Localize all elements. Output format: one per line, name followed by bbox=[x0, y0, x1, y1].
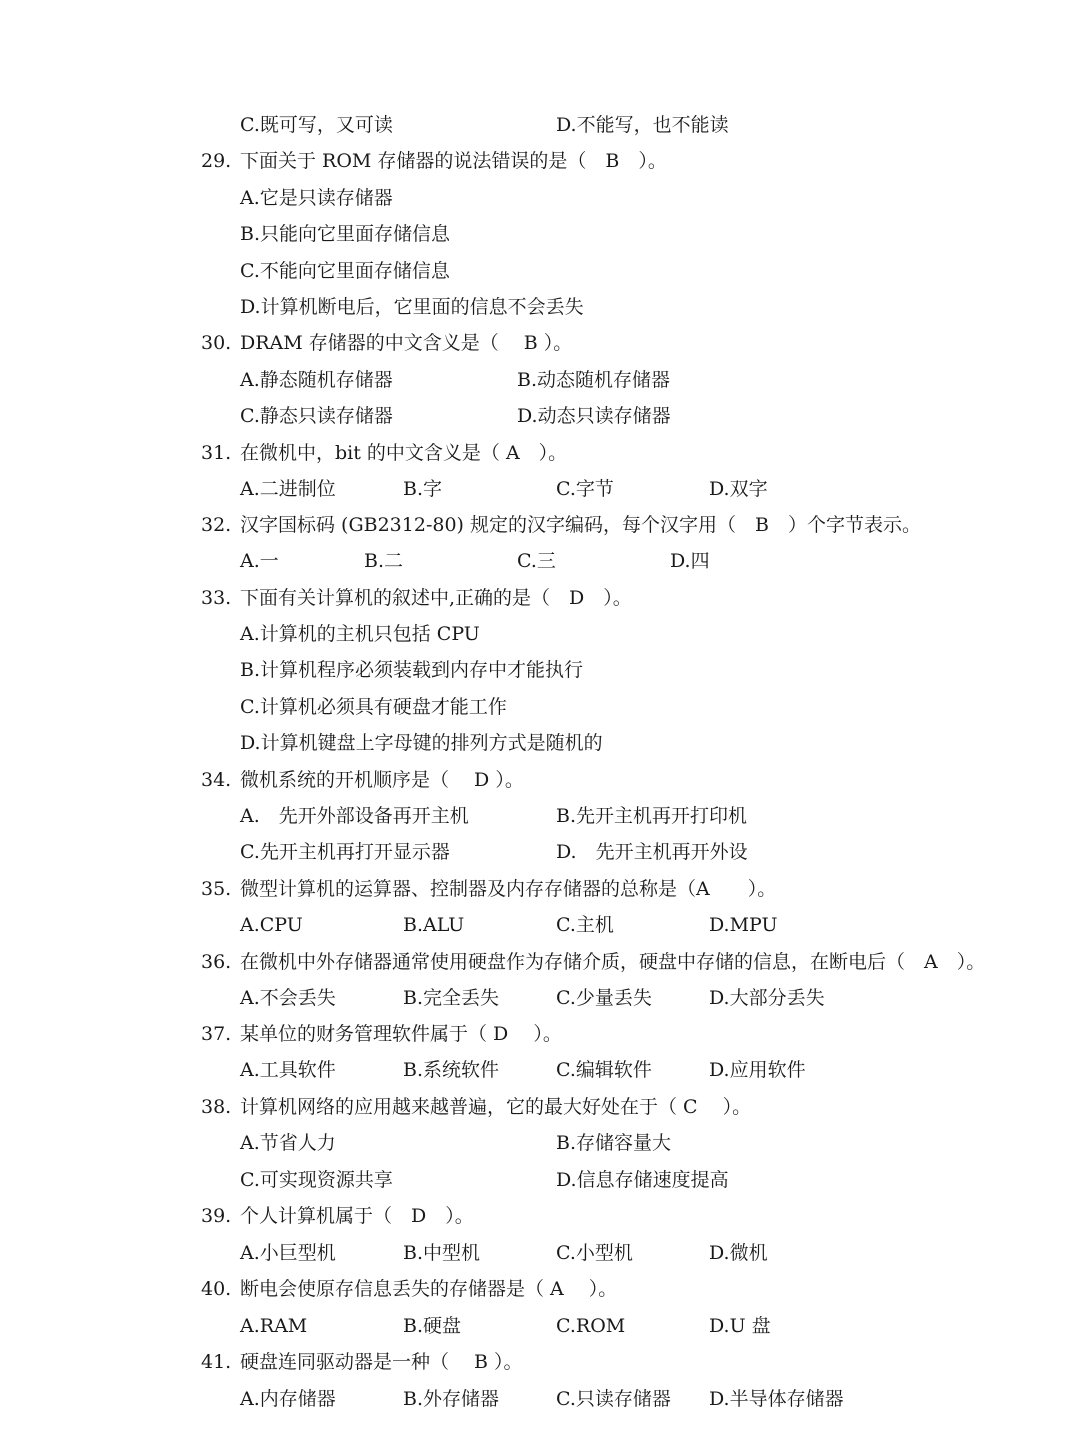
option-c: C.既可写，又可读 bbox=[240, 114, 393, 136]
question-text: DRAM 存储器的中文含义是（ B ）。 bbox=[240, 332, 573, 354]
option-b: B.二 bbox=[364, 550, 404, 572]
option-c: C.不能向它里面存储信息 bbox=[240, 260, 450, 282]
question-text: 汉字国标码 (GB2312-80) 规定的汉字编码，每个汉字用（ B ）个字节表示。 bbox=[240, 514, 921, 536]
option-b: B.中型机 bbox=[403, 1242, 481, 1264]
question-number: 35. bbox=[201, 878, 232, 900]
option-a: A.节省人力 bbox=[240, 1132, 336, 1154]
option-b: B.字 bbox=[403, 478, 443, 500]
option-c: C.小型机 bbox=[556, 1242, 633, 1264]
option-d: D.大部分丢失 bbox=[709, 987, 825, 1009]
option-d: D.动态只读存储器 bbox=[517, 405, 671, 427]
option-a: A.一 bbox=[240, 550, 279, 572]
option-c: C.主机 bbox=[556, 914, 614, 936]
question-text: 计算机网络的应用越来越普遍，它的最大好处在于（ C ）。 bbox=[240, 1096, 752, 1118]
option-d: D.微机 bbox=[709, 1242, 768, 1264]
option-c: C.可实现资源共享 bbox=[240, 1169, 393, 1191]
option-a: A.计算机的主机只包括 CPU bbox=[240, 623, 480, 645]
option-a: A.二进制位 bbox=[240, 478, 336, 500]
question-text: 在微机中，bit 的中文含义是（ A ）。 bbox=[240, 442, 568, 464]
question-number: 40. bbox=[201, 1278, 232, 1300]
option-b: B.外存储器 bbox=[403, 1388, 500, 1410]
option-d: D. 先开主机再开外设 bbox=[556, 841, 748, 863]
option-c: C.ROM bbox=[556, 1315, 626, 1337]
option-d: D.不能写，也不能读 bbox=[556, 114, 729, 136]
option-b: B.硬盘 bbox=[403, 1315, 462, 1337]
option-b: B.ALU bbox=[403, 914, 465, 936]
question-text: 在微机中外存储器通常使用硬盘作为存储介质，硬盘中存储的信息，在断电后（ A ）。 bbox=[240, 951, 986, 973]
option-a: A.内存储器 bbox=[240, 1388, 336, 1410]
option-b: B.完全丢失 bbox=[403, 987, 500, 1009]
option-d: D.计算机键盘上字母键的排列方式是随机的 bbox=[240, 732, 603, 754]
option-a: A.RAM bbox=[240, 1315, 308, 1337]
option-d: D.双字 bbox=[709, 478, 768, 500]
option-b: B.系统软件 bbox=[403, 1059, 500, 1081]
option-d: D.应用软件 bbox=[709, 1059, 806, 1081]
option-c: C.三 bbox=[517, 550, 556, 572]
question-number: 38. bbox=[201, 1096, 232, 1118]
question-text: 下面关于 ROM 存储器的说法错误的是（ B ）。 bbox=[240, 150, 667, 172]
question-number: 29. bbox=[201, 150, 232, 172]
option-c: C.计算机必须具有硬盘才能工作 bbox=[240, 696, 507, 718]
question-text: 某单位的财务管理软件属于（ D ）。 bbox=[240, 1023, 562, 1045]
question-number: 30. bbox=[201, 332, 232, 354]
option-b: B.计算机程序必须装载到内存中才能执行 bbox=[240, 659, 584, 681]
question-number: 33. bbox=[201, 587, 232, 609]
question-number: 36. bbox=[201, 951, 232, 973]
question-number: 34. bbox=[201, 769, 232, 791]
option-a: A.CPU bbox=[240, 914, 303, 936]
option-a: A.它是只读存储器 bbox=[240, 187, 393, 209]
question-text: 微型计算机的运算器、控制器及内存存储器的总称是（A ）。 bbox=[240, 878, 777, 900]
option-a: A.静态随机存储器 bbox=[240, 369, 393, 391]
question-number: 41. bbox=[201, 1351, 232, 1373]
option-c: C.静态只读存储器 bbox=[240, 405, 393, 427]
option-a: A.不会丢失 bbox=[240, 987, 336, 1009]
option-d: D.U 盘 bbox=[709, 1315, 771, 1337]
question-text: 硬盘连同驱动器是一种（ B ）。 bbox=[240, 1351, 523, 1373]
option-c: C.字节 bbox=[556, 478, 614, 500]
option-c: C.先开主机再打开显示器 bbox=[240, 841, 450, 863]
option-a: A.小巨型机 bbox=[240, 1242, 336, 1264]
question-number: 39. bbox=[201, 1205, 232, 1227]
question-text: 下面有关计算机的叙述中,正确的是（ D ）。 bbox=[240, 587, 632, 609]
question-number: 31. bbox=[201, 442, 232, 464]
option-b: B.动态随机存储器 bbox=[517, 369, 671, 391]
option-d: D.半导体存储器 bbox=[709, 1388, 844, 1410]
option-d: D.MPU bbox=[709, 914, 778, 936]
question-text: 断电会使原存信息丢失的存储器是（ A ）。 bbox=[240, 1278, 618, 1300]
option-b: B.只能向它里面存储信息 bbox=[240, 223, 451, 245]
question-text: 个人计算机属于（ D ）。 bbox=[240, 1205, 474, 1227]
option-a: A.工具软件 bbox=[240, 1059, 336, 1081]
option-c: C.只读存储器 bbox=[556, 1388, 671, 1410]
option-c: C.编辑软件 bbox=[556, 1059, 652, 1081]
option-b: B.存储容量大 bbox=[556, 1132, 672, 1154]
option-a: A. 先开外部设备再开主机 bbox=[240, 805, 469, 827]
option-b: B.先开主机再开打印机 bbox=[556, 805, 748, 827]
option-d: D.四 bbox=[670, 550, 710, 572]
option-d: D.信息存储速度提高 bbox=[556, 1169, 729, 1191]
question-text: 微机系统的开机顺序是（ D ）。 bbox=[240, 769, 524, 791]
option-d: D.计算机断电后，它里面的信息不会丢失 bbox=[240, 296, 584, 318]
question-number: 32. bbox=[201, 514, 232, 536]
question-number: 37. bbox=[201, 1023, 232, 1045]
option-c: C.少量丢失 bbox=[556, 987, 652, 1009]
